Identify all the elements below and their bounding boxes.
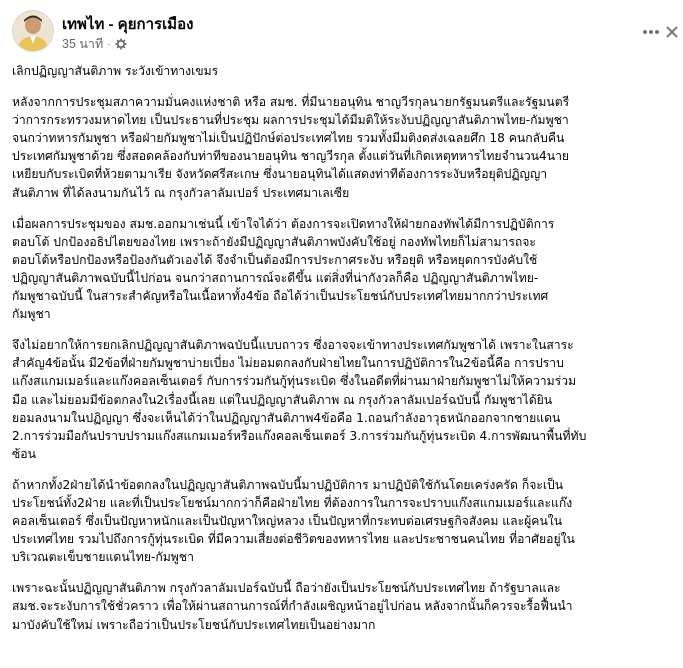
settings-gear-icon[interactable] — [115, 38, 127, 50]
post-paragraph: เพราะฉะนั้นปฏิญญาสันติภาพ กรุงกัวลาลัมเปอร์ฉบับนี้ ถือว่ายังเป็นประโยชน์กับประเทศไทย ถ้ารัฐบาลและ สมช.จะระงับการใช้ชั่วคราว เพื่อให้ผ่านสถานการณ์ที่กำลังเผชิญหน้าอยู่ไปก่อน หลังจากนั้นก็ควรจะรื้อฟื้นนำ มาบังคับใช้ใหม่ เพราะถือว่าเป็นประโยชน์กับประเทศไทยเป็นอย่างมาก — [12, 581, 573, 632]
post-body — [12, 62, 662, 647]
post-headline: เลิกปฏิญญาสันติภาพ ระวังเข้าทางเขมร — [12, 64, 219, 78]
post-paragraph: หลังจากการประชุมสภาความมั่นคงแห่งชาติ หรือ สมช. ที่มีนายอนุทิน ชาญวีรกุลนายกรัฐมนตรีและรัฐมนตรี ว่าการกระทรวงมหาดไทย เป็นประธานที่ประชุม ผลการประชุมได้มีมติให้ระงับปฏิญญาสันติภาพไทย-กัมพูชา จนกว่าทหารกัมพูชา หรือฝ่ายกัมพูชาไม่เป็นปฏิปักษ์ต่อประเทศไทย รวมทั้งมีมติงดส่งเฉลยศึก 18 คนกลับคืน ประเทศกัมพูชาด้วย ซึ่งสอดคล้องกับท่าทีของนายอนุทิน ชาญวีรกุล ตั้งแต่วันที่เกิดเหตุทหารไทยจำนวน4นาย เหยียบกับระเบิดที่ห้วยตามาเรีย จังหวัดศรีสะเกษ ซึ่งนายอนุทินได้แสดงท่าทีต้องการระงับหรือยุติปฏิญญา สันติภาพ ที่ได้ลงนามกันไว้ ณ กรุงกัวลาลัมเปอร์ ประเทศมาเลเซีย — [12, 95, 570, 200]
post-meta — [62, 34, 127, 54]
separator-dot: · — [107, 38, 111, 50]
post-header — [12, 10, 671, 54]
avatar-portrait-icon — [13, 11, 53, 51]
post-paragraph: เมื่อผลการประชุมของ สมช.ออกมาเช่นนี้ เข้าใจได้ว่า ต้องการจะเปิดทางให้ฝ่ายกองทัพได้มีการปฏิบัติการ ตอบโต้ ปกป้องอธิปไตยของไทย เพราะถ้ายังมีปฏิญญาสันติภาพบังคับใช้อยู่ กองทัพไทยก็ไม่สามารถจะ ตอบโต้หรือปกป้องหรือป้องกันตัวเองได้ จึงจำเป็นต้องมีการประกาศระงับ หรือยุติ หรือหยุดการบังคับใช้ ปฏิญญาสันติภาพฉบับนี้ไปก่อน จนกว่าสถานการณ์จะดีขึ้น แต่สิ่งที่น่ากังวลก็คือ ปฏิญญาสันติภาพไทย- กัมพูชาฉบับนี้ ในสาระสำคัญหรือในเนื้อหาทั้ง4ข้อ ถือได้ว่าเป็นประโยชน์กับประเทศไทยมากกว่าประเทศ กัมพูชา — [12, 216, 555, 322]
close-icon[interactable] — [663, 18, 681, 46]
more-options-icon[interactable] — [637, 18, 665, 46]
author-name[interactable]: เทพไท - คุยการเมือง — [62, 16, 194, 33]
post-timestamp[interactable]: 35 นาที — [62, 37, 104, 51]
post-paragraph: ถ้าหากทั้ง2ฝ่ายได้นำข้อตกลงในปฏิญญาสันติภาพฉบับนี้มาปฏิบัติการ มาปฏิบัติใช้กันโดยเคร่งครัด ก็จะเป็น ประโยชน์ทั้ง2ฝ่าย และที่เป็นประโยชน์มากกว่าก็คือฝ่ายไทย ที่ต้องการในการจะปราบแก๊งสแกมเมอร์และแก๊ง คอลเซ็นเตอร์ ซึ่งเป็นปัญหาหนักและเป็นปัญหาใหญ่หลวง เป็นปัญหาที่กระทบต่อเศรษฐกิจสังคม และผู้คนใน ประเทศไทย รวมไปถึงการกู้ทุ่นระเบิด ที่มีความเสี่ยงต่อชีวิตของทหารไทย และประชาชนคนไทย ที่อาศัยอยู่ใน บริเวณตะเข็บชายแดนไทย-กัมพูชา — [12, 477, 575, 565]
avatar[interactable] — [12, 10, 54, 52]
post-paragraph: จึงไม่อยากให้การยกเลิกปฏิญญาสันติภาพฉบับนี้แบบถาวร ซึ่งอาจจะเข้าทางประเทศกัมพูชาได้ เพราะในสาระ สำคัญ4ข้อนั้น มี2ข้อที่ฝ่ายกัมพูชาบ่ายเบี่ยง ไม่ยอมตกลงกับฝ่ายไทยในการปฏิบัติการใน2ข้อนี้คือ การปราบ แก๊งสแกมเมอร์และแก๊งคอลเซ็นเตอร์ กับการร่วมกันกู้ทุ่นระเบิด ซึ่งในอดีตที่ผ่านมาฝ่ายกัมพูชาไม่ให้ความร่วม มือ และไม่ยอมมีข้อตกลงใน2เรื่องนี้เลย แต่ในปฏิญญาสันติภาพ ณ กรุงกัวลาลัมเปอร์ฉบับนี้ กัมพูชาได้ยิน ยอมลงนามในปฏิญญา ซึ่งจะเห็นได้ว่าในปฏิญญาสันติภาพ4ข้อคือ 1.ถอนกำลังอาวุธหนักออกจากชายแดน 2.การร่วมมือกันปราบปรามแก๊งสแกมเมอร์หรือแก๊งคอลเซ็นเตอร์ 3.การร่วมกันกู้ทุ่นระเบิด 4.การพัฒนาพื้นที่ทับ ซ้อน — [12, 338, 587, 461]
